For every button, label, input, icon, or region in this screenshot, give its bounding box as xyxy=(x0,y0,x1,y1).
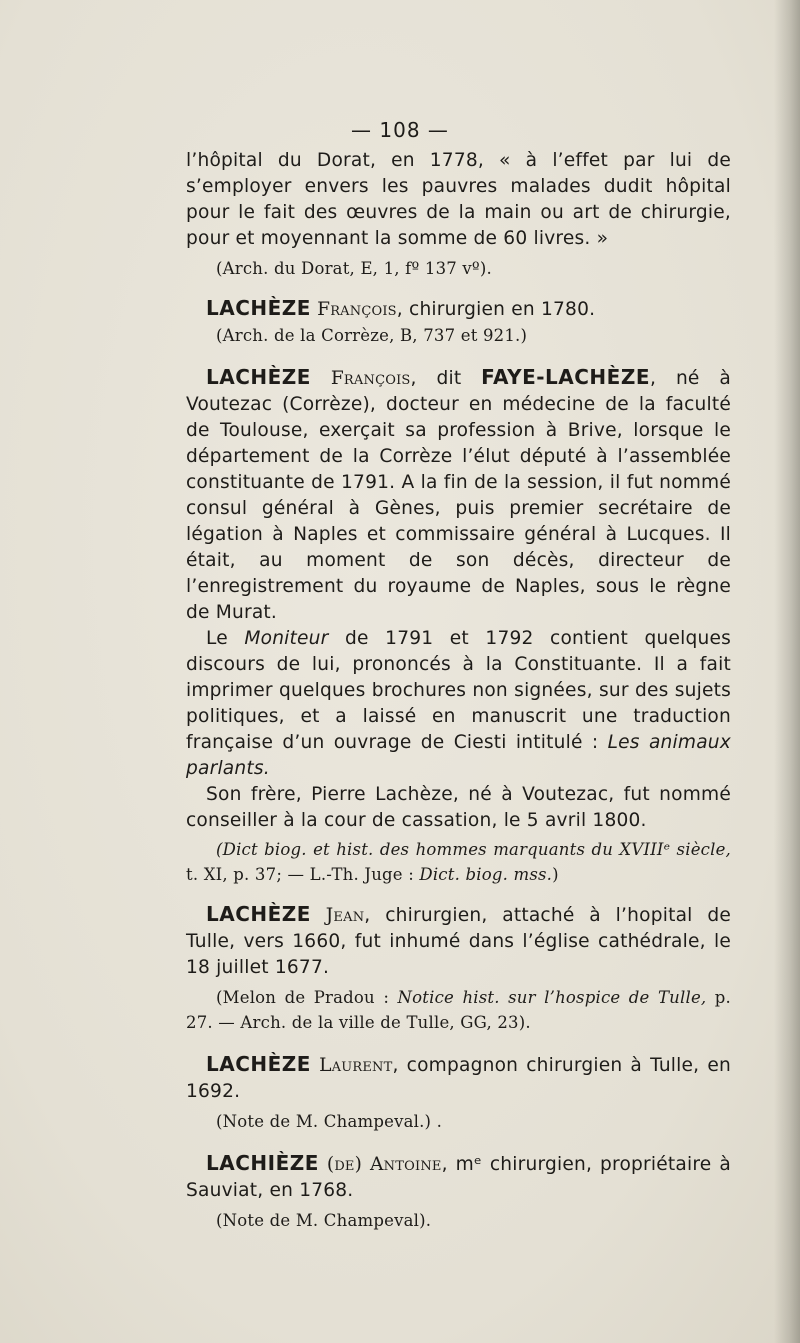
reference-title: Dict. biog. mss. xyxy=(419,865,553,884)
entry-text: , chirurgien, attaché à l’hopital de Tulle, vers 1660, fut inhumé dans l’église cathédrale, le 18 juillet 1677. xyxy=(186,905,731,978)
entry-text: de 1791 et 1792 contient quelques discours de lui, prononcés à la Constituante. Il a fait imprimer quelques brochures non signées, sur des sujets politiques, et a laissé en manuscrit une traduction française d’un ouvrage de Ciesti intitulé : xyxy=(186,628,731,753)
entry-given-name: François xyxy=(317,299,397,320)
entry-lacheze-jean xyxy=(186,901,731,981)
reference-text: p. 27. — Arch. de la ville de Tulle, GG, 23). xyxy=(186,988,732,1032)
entry-alias: FAYE-LACHÈZE xyxy=(481,365,650,389)
entry-reference: (Note de M. Champeval). xyxy=(216,1211,432,1230)
page-number: — 108 — xyxy=(351,118,449,142)
reference-text: ) xyxy=(552,865,559,884)
entry-surname: LACHÈZE xyxy=(206,365,311,389)
entry-reference: (Arch. de la Corrèze, B, 737 et 921.) xyxy=(216,326,528,345)
entry-given-name: Laurent xyxy=(319,1055,393,1076)
reference-title: (Dict biog. et hist. des hommes marquants du XVIIIᵉ siècle, xyxy=(216,840,731,859)
reference-text: t. XI, p. 37; — L.-Th. Juge : xyxy=(186,865,420,884)
entry-particle: (de) xyxy=(326,1154,363,1175)
entry-surname: LACHIÈZE xyxy=(206,1151,319,1175)
entry-reference: (Note de M. Champeval.) . xyxy=(216,1112,443,1131)
entry-surname: LACHÈZE xyxy=(206,902,311,926)
entry-paragraph xyxy=(186,626,731,782)
entry-surname: LACHÈZE xyxy=(206,296,311,320)
entry-lachieze-antoine xyxy=(186,1150,731,1204)
entry-paragraph: Son frère, Pierre Lachèze, né à Voutezac, fut nommé conseiller à la cour de cassation, le 5 avril 1800. xyxy=(186,784,731,831)
entry-text: , dit xyxy=(410,368,482,389)
entry-lacheze-francois-2 xyxy=(186,364,731,626)
entry-lacheze-francois-1 xyxy=(186,295,731,323)
reference-title: Notice hist. sur l’hospice de Tulle, xyxy=(397,988,707,1007)
entry-reference xyxy=(186,985,731,1035)
work-title: Les animaux parlants. xyxy=(186,732,731,779)
entry-surname: LACHÈZE xyxy=(206,1052,311,1076)
work-title: Moniteur xyxy=(244,628,329,649)
entry-lacheze-laurent xyxy=(186,1051,731,1105)
page-body xyxy=(186,148,731,1233)
intro-text: l’hôpital du Dorat, en 1778, « à l’effet par lui de s’employer envers les pauvres malades dudit hôpital pour le fait des œuvres de la main ou art de chirurgie, pour et moyennant la somme de 60 livres. » xyxy=(186,150,731,249)
entry-text: , compagnon chirurgien à Tulle, en 1692. xyxy=(186,1055,731,1102)
page-edge-shadow xyxy=(774,0,800,1343)
entry-text: Le xyxy=(206,628,245,649)
entry-text: , chirurgien en 1780. xyxy=(396,299,596,320)
entry-given-name: Jean xyxy=(325,905,365,926)
entry-reference xyxy=(186,837,731,887)
entry-text: , mᵉ chirurgien, propriétaire à Sauviat, en 1768. xyxy=(186,1154,731,1201)
entry-given-name: Antoine xyxy=(370,1154,442,1175)
reference-text: (Melon de Pradou : xyxy=(216,988,398,1007)
entry-given-name: François xyxy=(330,368,411,389)
intro-reference: (Arch. du Dorat, E, 1, fº 137 vº). xyxy=(216,259,492,278)
entry-text: , né à Voutezac (Corrèze), docteur en médecine de la faculté de Toulouse, exerçait sa profession à Brive, lorsque le département de la Corrèze l’élut député à l’assemblée constituante de 1791. A la fin de la session, il fut nommé consul général à Gènes, puis premier secrétaire de légation à Naples et commissaire général à Lucques. Il était, au moment de son décès, directeur de l’enregistrement du royaume de Naples, sous le règne de Murat. xyxy=(186,368,731,623)
